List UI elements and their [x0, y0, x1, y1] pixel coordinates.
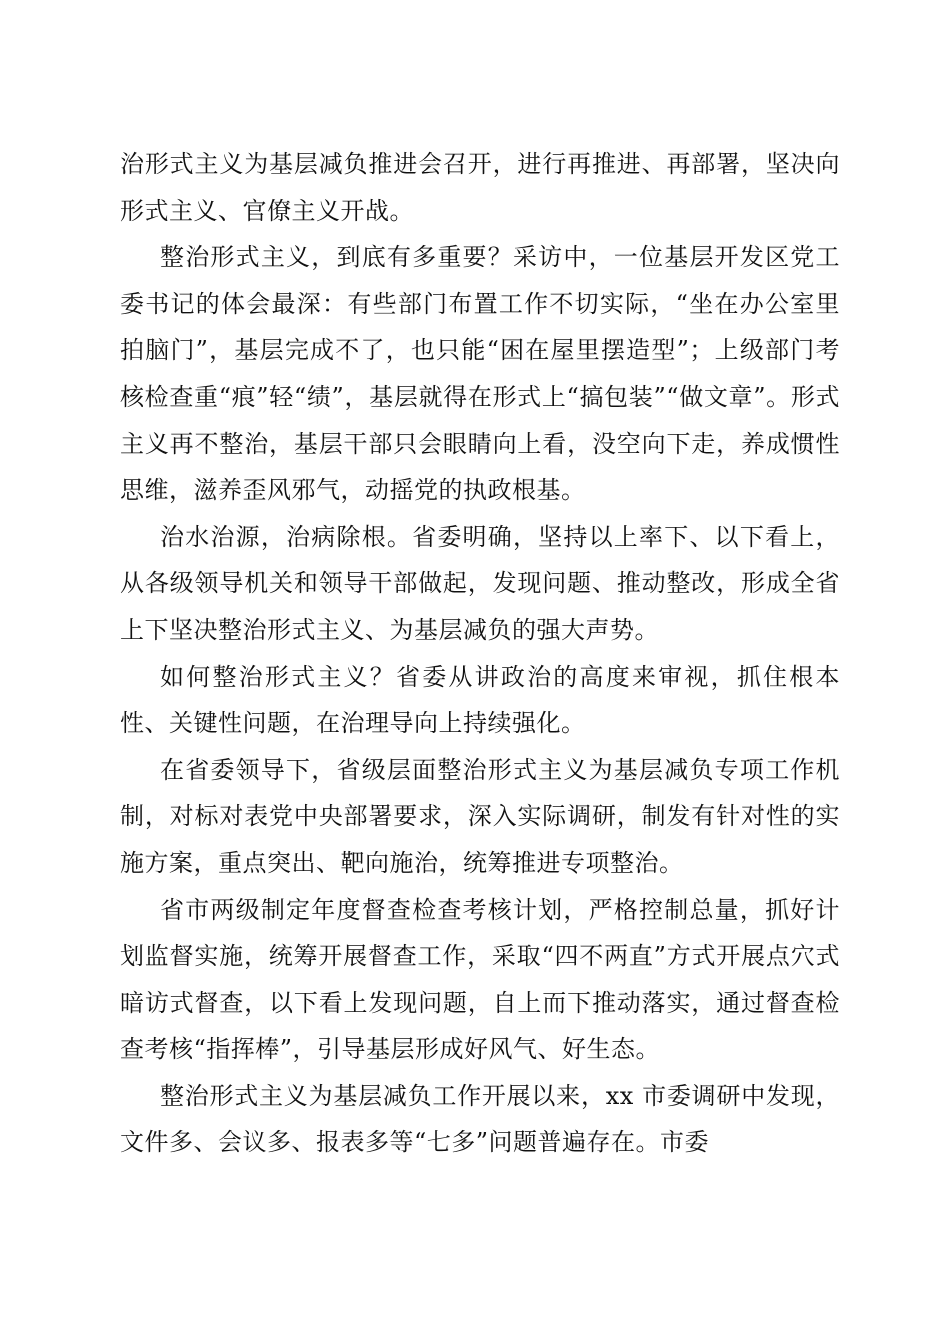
paragraph: 省市两级制定年度督查检查考核计划，严格控制总量，抓好计划监督实施，统筹开展督查工作，采取“四不两直”方式开展点穴式暗访式督查，以下看上发现问题，自上而下推动落实，通过督查检查考核“指挥棒”，引导基层形成好风气、好生态。 — [120, 895, 840, 1064]
paragraph: 在省委领导下，省级层面整治形式主义为基层减负专项工作机制，对标对表党中央部署要求，深入实际调研，制发有针对性的实施方案，重点突出、靶向施治，统筹推进专项整治。 — [120, 755, 840, 877]
paragraph: 整治形式主义，到底有多重要？采访中，一位基层开发区党工委书记的体会最深：有些部门布置工作不切实际，“坐在办公室里拍脑门”，基层完成不了，也只能“困在屋里摆造型”；上级部门考核检查重“痕”轻“绩”，基层就得在形式上“搞包装”“做文章”。形式主义再不整治，基层干部只会眼睛向上看，没空向下走，养成惯性思维，滋养歪风邪气，动摇党的执政根基。 — [120, 243, 840, 505]
paragraph: 如何整治形式主义？省委从讲政治的高度来审视，抓住根本性、关键性问题，在治理导向上持续强化。 — [120, 662, 840, 738]
paragraph: 整治形式主义为基层减负工作开展以来，xx 市委调研中发现，文件多、会议多、报表多等“七多”问题普遍存在。市委 — [120, 1081, 840, 1157]
paragraph: 治水治源，治病除根。省委明确，坚持以上率下、以下看上，从各级领导机关和领导干部做起，发现问题、推动整改，形成全省上下坚决整治形式主义、为基层减负的强大声势。 — [120, 522, 840, 644]
paragraph-continued: 治形式主义为基层减负推进会召开，进行再推进、再部署，坚决向形式主义、官僚主义开战。 — [120, 150, 840, 225]
document-body — [120, 141, 840, 1166]
